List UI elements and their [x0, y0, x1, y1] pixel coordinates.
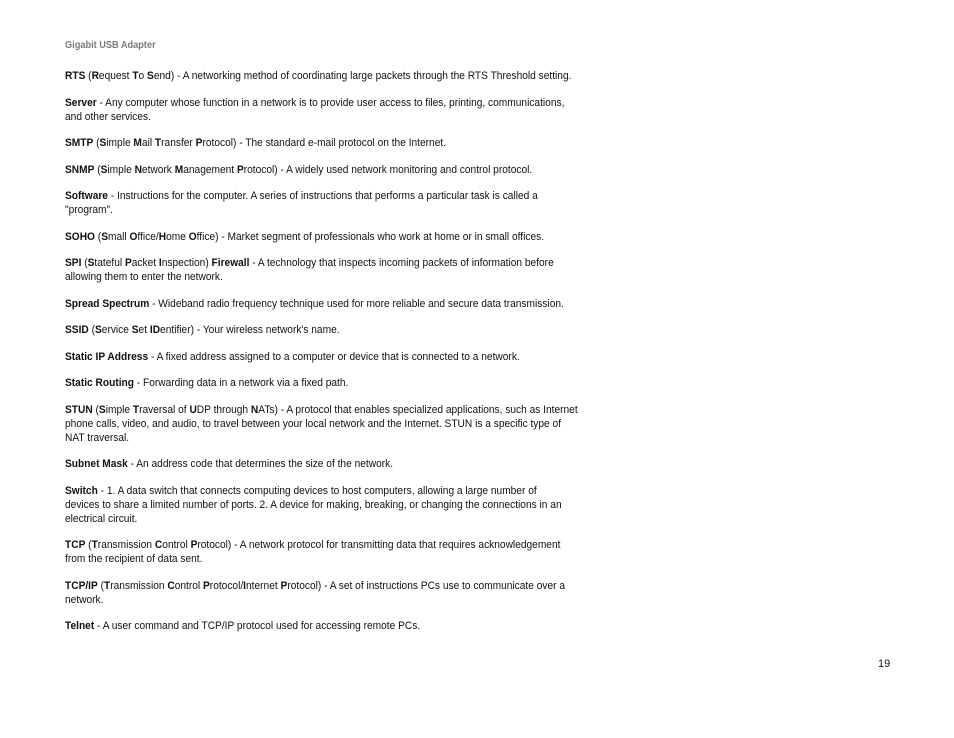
definition-text: - Any computer whose function in a network is to provide user access to files, printing, communications,	[96, 96, 565, 109]
term-bold-text: M	[174, 163, 184, 176]
definition-text: raversal of	[139, 403, 190, 416]
definition-text: ome	[166, 230, 189, 243]
definition-text: rotocol/	[209, 579, 244, 592]
glossary-entry	[65, 403, 583, 445]
definition-text: DP through	[196, 403, 251, 416]
glossary-entry	[65, 538, 583, 566]
definition-text: ransmission	[97, 539, 155, 551]
definition-text: anagement	[183, 163, 237, 176]
definition-text: (	[85, 539, 92, 551]
term-bold-text: S	[147, 70, 154, 82]
term-bold-text: P	[236, 163, 244, 176]
definition-text: phone calls, video, and audio, to travel between your local network and the Internet. STUN is a specific type of	[65, 417, 562, 430]
term-bold-text: M	[133, 137, 142, 149]
term-bold-text: S	[87, 257, 95, 269]
term-bold-text: Telnet	[65, 620, 95, 632]
term-bold-text: S	[98, 403, 106, 416]
term-bold-text: S	[99, 137, 107, 149]
definition-text: ransmission	[110, 579, 168, 592]
definition-text: devices to share a limited number of ports. 2. A device for making, breaking, or changing the connections in an	[65, 498, 562, 511]
term-bold-text: P	[124, 257, 132, 269]
term-bold-text: Software	[65, 190, 108, 202]
term-bold-text: S	[101, 230, 108, 243]
term-bold-text: Switch	[65, 484, 98, 497]
definition-text: - A technology that inspects incoming packets of information before	[249, 257, 554, 269]
term-bold-text: N	[250, 403, 259, 416]
definition-text: (	[93, 137, 100, 149]
running-header: Gigabit USB Adapter	[65, 40, 156, 51]
term-bold-text: R	[91, 70, 99, 82]
definition-text: network.	[65, 593, 104, 606]
definition-text: (	[85, 70, 92, 82]
term-bold-text: STUN	[65, 403, 93, 416]
definition-text: from the recipient of data sent.	[65, 553, 203, 565]
definition-text: - A fixed address assigned to a computer or device that is connected to a network.	[148, 350, 520, 363]
definition-text: ontrol	[174, 579, 204, 592]
definition-text: - Wideband radio frequency technique used for more reliable and secure data transmission.	[149, 297, 564, 310]
term-bold-text: T	[154, 137, 162, 149]
term-bold-text: C	[154, 539, 163, 551]
term-bold-text: S	[131, 324, 139, 336]
glossary-list	[65, 69, 583, 646]
glossary-entry	[65, 297, 583, 311]
glossary-entry	[65, 484, 583, 526]
definition-text: nternet	[246, 579, 281, 592]
definition-text: etwork	[141, 163, 175, 176]
definition-text: ontrol	[162, 539, 191, 551]
term-bold-text: T	[104, 579, 111, 592]
definition-text: ail	[141, 137, 155, 149]
term-bold-text: SNMP	[65, 163, 95, 176]
glossary-entry	[65, 376, 583, 390]
term-bold-text: SMTP	[65, 137, 94, 149]
definition-text: NAT traversal.	[65, 431, 130, 444]
definition-text: - Forwarding data in a network via a fixed path.	[133, 377, 349, 389]
definition-text: (	[81, 257, 88, 269]
definition-text: allowing them to enter the network.	[65, 271, 223, 283]
term-bold-text: S	[100, 163, 108, 176]
definition-text: imple	[106, 137, 134, 149]
definition-text: o	[138, 70, 148, 82]
term-bold-text: TCP	[65, 539, 86, 551]
glossary-entry	[65, 256, 583, 284]
term-bold-text: SPI	[65, 257, 82, 269]
definition-text: imple	[105, 403, 133, 416]
definition-text: ffice/	[137, 230, 159, 243]
term-bold-text: P	[280, 579, 288, 592]
definition-text: acket	[131, 257, 159, 269]
term-bold-text: O	[129, 230, 138, 243]
definition-text: ransfer	[161, 137, 196, 149]
page-number: 19	[878, 658, 891, 670]
term-bold-text: H	[158, 230, 167, 243]
term-bold-text: P	[190, 539, 198, 551]
glossary-entry	[65, 189, 583, 217]
definition-text: electrical circuit.	[65, 512, 138, 525]
definition-text: tateful	[94, 257, 125, 269]
glossary-entry	[65, 69, 583, 83]
definition-text: (	[88, 324, 95, 336]
term-bold-text: RTS	[65, 70, 86, 82]
term-bold-text: T	[132, 70, 139, 82]
term-bold-text: Server	[65, 96, 97, 109]
definition-text: and other services.	[65, 110, 151, 123]
definition-text: rotocol) - The standard e-mail protocol on the Internet.	[202, 137, 447, 149]
definition-text: "program".	[65, 204, 113, 216]
definition-text: - 1. A data switch that connects computing devices to host computers, allowing a large number of	[97, 484, 537, 497]
term-bold-text: Static Routing	[65, 377, 134, 389]
glossary-entry	[65, 350, 583, 364]
term-bold-text: O	[188, 230, 197, 243]
definition-text: imple	[107, 163, 135, 176]
term-bold-text: SSID	[65, 324, 89, 336]
term-bold-text: Firewall	[211, 257, 250, 269]
definition-text: - An address code that determines the size of the network.	[127, 458, 394, 470]
term-bold-text: I	[243, 579, 247, 592]
glossary-entry	[65, 136, 583, 150]
term-bold-text: T	[132, 403, 140, 416]
definition-text: (	[94, 163, 101, 176]
definition-text: nspection)	[161, 257, 212, 269]
definition-text: entifier) - Your wireless network's name.	[160, 324, 340, 336]
term-bold-text: ID	[149, 324, 161, 336]
glossary-entry	[65, 230, 583, 244]
term-bold-text: T	[91, 539, 98, 551]
glossary-entry	[65, 323, 583, 337]
definition-text: (	[97, 579, 105, 592]
glossary-entry	[65, 163, 583, 177]
glossary-entry	[65, 96, 583, 124]
definition-text: rotocol) - A set of instructions PCs use to communicate over a	[287, 579, 565, 592]
glossary-entry	[65, 579, 583, 607]
term-bold-text: P	[195, 137, 203, 149]
definition-text: mall	[107, 230, 130, 243]
term-bold-text: N	[134, 163, 142, 176]
term-bold-text: Static IP Address	[65, 350, 149, 363]
definition-text: (	[92, 403, 99, 416]
definition-text: equest	[98, 70, 133, 82]
definition-text: rotocol) - A network protocol for transmitting data that requires acknowledgement	[197, 539, 561, 551]
term-bold-text: P	[203, 579, 210, 592]
definition-text: rotocol) - A widely used network monitoring and control protocol.	[243, 163, 533, 176]
definition-text: end) - A networking method of coordinating large packets through the RTS Threshold setting.	[153, 70, 572, 82]
term-bold-text: C	[167, 579, 175, 592]
term-bold-text: S	[94, 324, 102, 336]
definition-text: ATs) - A protocol that enables specialized applications, such as Internet	[258, 403, 578, 416]
definition-text: et	[138, 324, 150, 336]
term-bold-text: SOHO	[65, 230, 95, 243]
term-bold-text: Spread Spectrum	[65, 297, 150, 310]
definition-text: - Instructions for the computer. A series of instructions that performs a particular task is called a	[107, 190, 538, 202]
definition-text: (	[94, 230, 102, 243]
term-bold-text: U	[189, 403, 197, 416]
glossary-entry	[65, 457, 583, 471]
definition-text: - A user command and TCP/IP protocol used for accessing remote PCs.	[94, 620, 421, 632]
term-bold-text: I	[158, 257, 162, 269]
term-bold-text: Subnet Mask	[65, 458, 128, 470]
definition-text: ffice) - Market segment of professionals who work at home or in small offices.	[196, 230, 545, 243]
definition-text: ervice	[101, 324, 132, 336]
glossary-entry	[65, 619, 583, 633]
term-bold-text: TCP/IP	[65, 579, 98, 592]
